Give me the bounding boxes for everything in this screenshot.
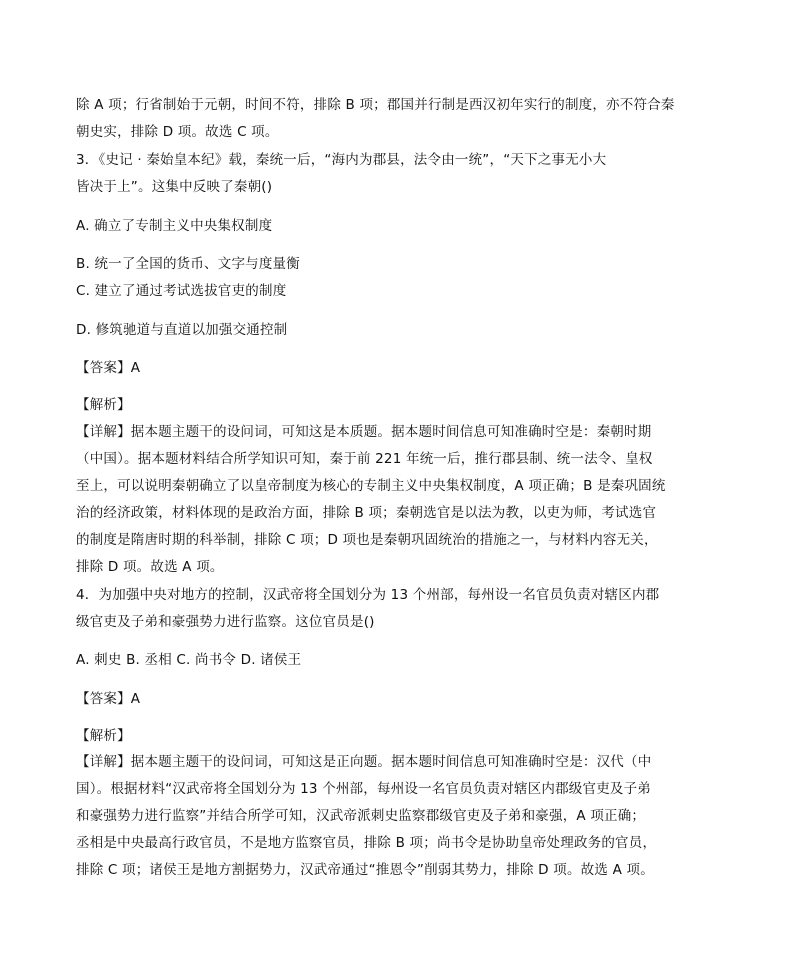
answer-label: 【答案】A [76, 360, 141, 376]
explanation-line: （中国）。据本题材料结合所学知识可知，秦于前 221 年统一后，推行郡县制、统一法令、皇权 [76, 451, 653, 467]
explanation-line: 【详解】据本题主题干的设问词，可知这是正向题。据本题时间信息可知准确时空是：汉代（中 [76, 754, 652, 770]
explanation-line: 国）。根据材料“汉武帝将全国划分为 13 个州部，每州设一名官员负责对辖区内郡级官吏及子弟 [76, 781, 652, 797]
question-4-stem: 级官吏及子弟和豪强势力进行监察。这位官员是() [76, 614, 375, 630]
option-c: C. 建立了通过考试选拔官吏的制度 [76, 283, 287, 299]
explanation-line: 丞相是中央最高行政官员，不是地方监察官员，排除 B 项；尚书令是协助皇帝处理政务的官员， [76, 835, 657, 851]
question-3-stem: 皆决于上”。这集中反映了秦朝() [76, 179, 273, 195]
explanation-line: 排除 D 项。故选 A 项。 [76, 559, 224, 575]
explanation-line: 的制度是隋唐时期的科举制，排除 C 项；D 项也是秦朝巩固统治的措施之一，与材料内容无关， [76, 532, 658, 548]
option-b: B. 统一了全国的货币、文字与度量衡 [76, 256, 300, 272]
explanation-line: 治的经济政策，材料体现的是政治方面，排除 B 项；秦朝选官是以法为教，以吏为师，考试选官 [76, 505, 657, 521]
analysis-label: 【解析】 [76, 728, 131, 744]
question-3-stem: 3．《史记 · 秦始皇本纪》载，秦统一后，“海内为郡县，法令由一统”，“天下之事无小大 [76, 152, 607, 168]
question-4-stem: 4．为加强中央对地方的控制，汉武帝将全国划分为 13 个州部，每州设一名官员负责对辖区内郡 [76, 587, 660, 603]
option-d: D. 修筑驰道与直道以加强交通控制 [76, 322, 288, 338]
analysis-label: 【解析】 [76, 397, 131, 413]
explanation-line: 【详解】据本题主题干的设问词，可知这是本质题。据本题时间信息可知准确时空是：秦朝时期 [76, 424, 652, 440]
question-4-options: A. 刺史 B. 丞相 C. 尚书令 D. 诸侯王 [76, 652, 302, 668]
explanation-line: 排除 C 项；诸侯王是地方割据势力，汉武帝通过“推恩令”削弱其势力，排除 D 项。故选 A 项。 [76, 862, 654, 878]
text-line: 除 A 项；行省制始于元朝，时间不符，排除 B 项；郡国并行制是西汉初年实行的制度，亦不符合秦 [76, 97, 675, 113]
answer-label: 【答案】A [76, 691, 141, 707]
option-a: A. 确立了专制主义中央集权制度 [76, 218, 273, 234]
explanation-line: 至上，可以说明秦朝确立了以皇帝制度为核心的专制主义中央集权制度，A 项正确；B 是秦巩固统 [76, 478, 666, 494]
explanation-line: 和豪强势力进行监察”并结合所学可知，汉武帝派刺史监察郡级官吏及子弟和豪强，A 项正确； [76, 808, 646, 824]
text-line: 朝史实，排除 D 项。故选 C 项。 [76, 124, 279, 140]
